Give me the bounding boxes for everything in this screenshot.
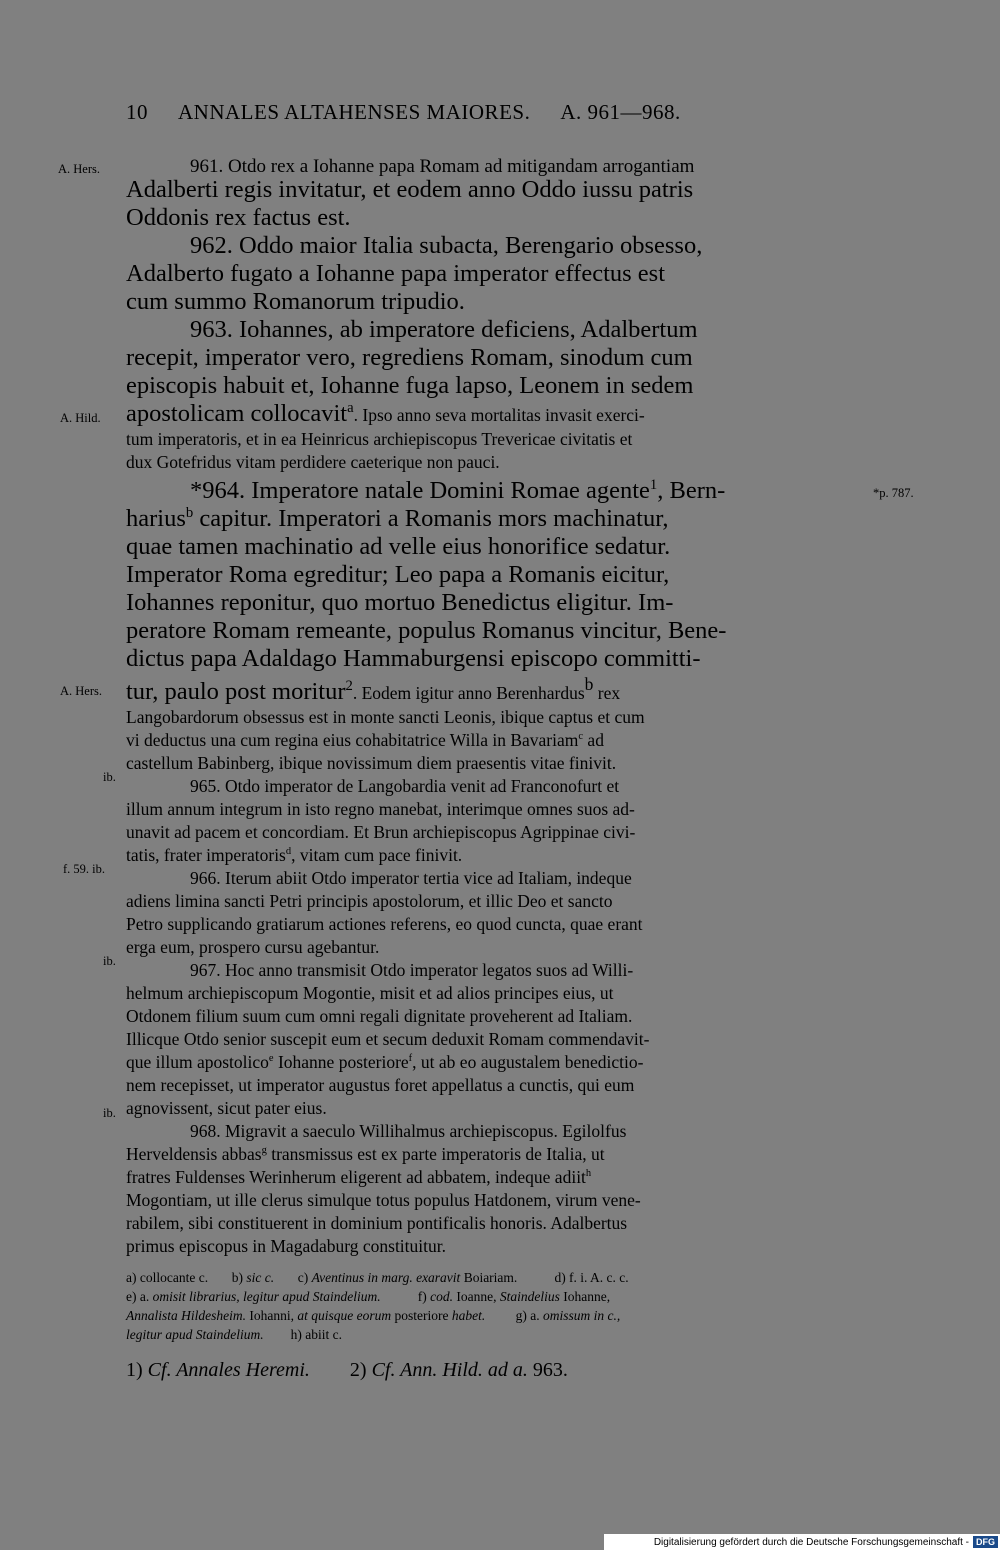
source-references bbox=[126, 1359, 568, 1382]
margin-note: ib. bbox=[103, 770, 116, 784]
margin-note: *p. 787. bbox=[873, 486, 914, 500]
margin-note: ib. bbox=[103, 954, 116, 968]
text-line: Iohannes reponitur, quo mortuo Benedictus eligitur. Im- bbox=[126, 589, 674, 616]
text-line: quae tamen machinatio ad velle eius honorifice sedatur. bbox=[126, 533, 671, 560]
text-line: Imperator Roma egreditur; Leo papa a Romanis eicitur, bbox=[126, 561, 670, 588]
text-line: fratres Fuldenses Werinherum eligerent ad abbatem, indeque adiit$^h$ bbox=[126, 1167, 592, 1188]
text-line: tatis, frater imperatoris$^d$, vitam cum pace finivit. bbox=[126, 845, 463, 866]
text-line: que illum apostolico$^e$ Iohanne posteriore$^f$, ut ab eo augustalem benedictio- bbox=[126, 1052, 644, 1073]
text-line: rabilem, sibi constituerent in dominium pontificalis honoris. Adalbertus bbox=[126, 1213, 628, 1234]
text-line: dictus papa Adaldago Hammaburgensi episcopo committi- bbox=[126, 645, 701, 672]
page-number: 10 bbox=[126, 100, 148, 124]
text-line: nem recepisset, ut imperator augustus foret appellatus a cunctis, qui eum bbox=[126, 1075, 635, 1096]
text-line: tum imperatoris, et in ea Heinricus archiepiscopus Trevericae civitatis et bbox=[126, 429, 633, 449]
text-line: apostolicam collocavit$^a$. Ipso anno seva mortalitas invasit exerci- bbox=[126, 399, 645, 427]
margin-note: ib. bbox=[103, 1106, 116, 1120]
text-line: unavit ad pacem et concordiam. Et Brun archiepiscopus Agrippinae civi- bbox=[126, 822, 636, 843]
text-line: dux Gotefridus vitam perdidere caeterique non pauci. bbox=[126, 452, 500, 472]
text-line: 963. Iohannes, ab imperatore deficiens, Adalbertum bbox=[190, 316, 698, 343]
reference-1: 1) Cf. Annales Heremi. bbox=[126, 1359, 310, 1381]
text-line: peratore Romam remeante, populus Romanus vincitur, Bene- bbox=[126, 617, 727, 644]
text-line: Adalberti regis invitatur, et eodem anno Oddo iussu patris bbox=[126, 176, 694, 203]
text-line: 961. Otdo rex a Iohanne papa Romam ad mitigandam arrogantiam bbox=[190, 156, 695, 177]
margin-note: f. 59. ib. bbox=[63, 862, 106, 876]
margin-note: A. Hers. bbox=[60, 684, 103, 698]
text-line: Langobardorum obsessus est in monte sancti Leonis, ibique captus et cum bbox=[126, 707, 645, 728]
credit-text: Digitalisierung gefördert durch die Deutsche Forschungsgemeinschaft - bbox=[653, 1536, 969, 1548]
text-line: adiens limina sancti Petri principis apostolorum, et illic Deo et sancto bbox=[126, 891, 613, 912]
text-line: episcopis habuit et, Iohanne fuga lapso, Leonem in sedem bbox=[126, 372, 694, 399]
text-line: cum summo Romanorum tripudio. bbox=[126, 288, 465, 315]
text-line: Otdonem filium suum cum omni regali dignitate proveherent ad Italiam. bbox=[126, 1006, 633, 1027]
year-range: A. 961—968. bbox=[560, 100, 681, 124]
text-line: helmum archiepiscopum Mogontie, misit et ad alios principes eius, ut bbox=[126, 983, 614, 1004]
main-text bbox=[126, 155, 868, 1258]
text-line: Mogontiam, ut ille clerus simulque totus populus Hatdonem, virum vene- bbox=[126, 1190, 641, 1211]
text-line: illum annum integrum in isto regno manebat, interimque omnes suos ad- bbox=[126, 799, 635, 820]
text-line: recepit, imperator vero, regrediens Romam, sinodum cum bbox=[126, 344, 693, 371]
text-line: tur, paulo post moritur$^2$. Eodem igitur anno Berenhardus$^b$ rex bbox=[126, 674, 621, 706]
dfg-logo-icon: DFG bbox=[973, 1536, 998, 1548]
apparatus-line: e) a. omisit librarius, legitur apud Staindelium. f) cod. Ioanne, Staindelius Iohanne, bbox=[126, 1289, 611, 1304]
text-line: harius$^b$ capitur. Imperatori a Romanis mors machinatur, bbox=[126, 504, 669, 532]
text-line: Illicque Otdo senior suscepit eum et secum deduxit Romam commendavit- bbox=[126, 1029, 650, 1050]
text-line: 965. Otdo imperator de Langobardia venit ad Franconofurt et bbox=[190, 776, 620, 797]
margin-note: A. Hild. bbox=[60, 411, 101, 425]
running-title: ANNALES ALTAHENSES MAIORES. bbox=[178, 100, 531, 124]
text-line: Adalberto fugato a Iohanne papa imperator effectus est bbox=[126, 260, 665, 287]
margin-note: A. Hers. bbox=[58, 162, 101, 176]
page-header bbox=[126, 100, 786, 125]
text-line: primus episcopus in Magadaburg constituitur. bbox=[126, 1236, 446, 1257]
text-line: erga eum, prospero cursu agebantur. bbox=[126, 937, 380, 958]
reference-2: 2) Cf. Ann. Hild. ad a. 963. bbox=[349, 1359, 568, 1381]
text-line: Oddonis rex factus est. bbox=[126, 204, 351, 231]
text-line: 968. Migravit a saeculo Willihalmus archiepiscopus. Egilolfus bbox=[190, 1121, 627, 1142]
apparatus-line: legitur apud Staindelium. h) abiit c. bbox=[126, 1327, 342, 1342]
digitization-credit bbox=[604, 1534, 1000, 1550]
text-line: Petro supplicando gratiarum actiones referens, eo quod cuncta, quae erant bbox=[126, 914, 643, 935]
text-line: 966. Iterum abiit Otdo imperator tertia vice ad Italiam, indeque bbox=[190, 868, 632, 889]
text-line: agnovissent, sicut pater eius. bbox=[126, 1098, 327, 1119]
text-line: 962. Oddo maior Italia subacta, Berengario obsesso, bbox=[190, 232, 703, 259]
text-line: vi deductus una cum regina eius cohabitatrice Willa in Bavariam$^c$ ad bbox=[126, 730, 604, 751]
text-line: 967. Hoc anno transmisit Otdo imperator legatos suos ad Willi- bbox=[190, 960, 634, 981]
text-line: *964. Imperatore natale Domini Romae agente$^1$, Bern- bbox=[190, 476, 726, 504]
text-line: castellum Babinberg, ibique novissimum diem praesentis vitae finivit. bbox=[126, 753, 617, 774]
apparatus-line: a) collocante c. b) sic c. c) Aventinus in marg. exaravit Boiariam. d) f. i. A. c. c. bbox=[126, 1270, 629, 1285]
text-line: Herveldensis abbas$^g$ transmissus est ex parte imperatoris de Italia, ut bbox=[126, 1144, 605, 1165]
apparatus-line: Annalista Hildesheim. Iohanni, at quisque eorum posteriore habet. g) a. omissum in c., bbox=[126, 1308, 621, 1323]
